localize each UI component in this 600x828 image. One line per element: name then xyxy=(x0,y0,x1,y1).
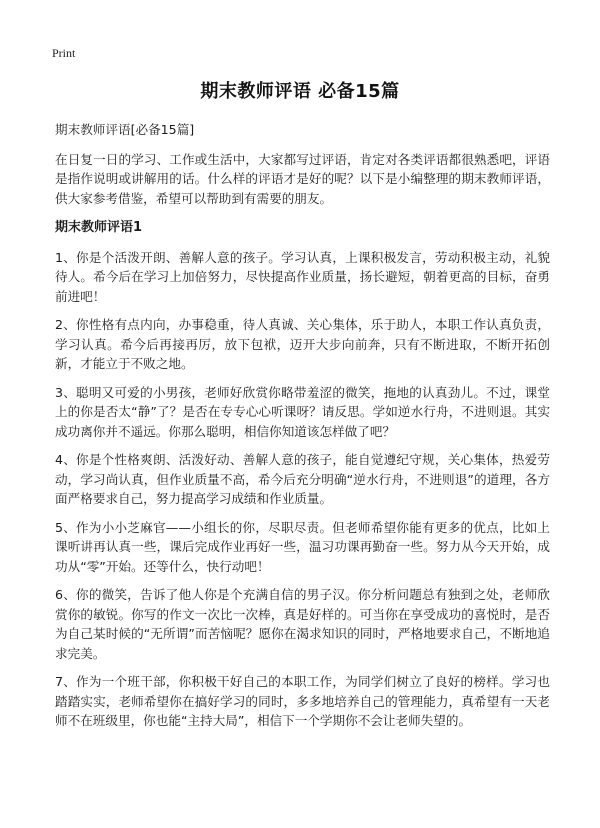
comment-item-3: 3、聪明又可爱的小男孩，老师好欣赏你略带羞涩的微笑，拖地的认真劲儿。不过，课堂上的你是否太“静”了？是否在专专心心听课呀？请反思。学如逆水行舟，不进则退。其实成功离你并不遥远。你那么聪明，相信你知道该怎样做了吧？ xyxy=(55,384,550,439)
comment-item-4: 4、你是个性格爽朗、活泼好动、善解人意的孩子，能自觉遵纪守规，关心集体，热爱劳动，学习尚认真，但作业质量不高，希今后充分明确“逆水行舟，不进则退”的道理，各方面严格要求自己，努力提高学习成绩和作业质量。 xyxy=(55,452,550,506)
comment-item-1: 1、你是个活泼开朗、善解人意的孩子。学习认真，上课积极发言，劳动积极主动，礼貌待人。希今后在学习上加倍努力，尽快提高作业质量，扬长避短，朝着更高的目标，奋勇前进吧！ xyxy=(55,249,550,304)
article-subtitle: 期末教师评语[必备15篇] xyxy=(55,122,195,137)
intro-paragraph: 在日复一日的学习、工作或生活中，大家都写过评语，肯定对各类评语都很熟悉吧，评语是指作说明或讲解用的话。什么样的评语才是好的呢？以下是小编整理的期末教师评语，供大家参考借鉴，希望可以帮助到有需要的朋友。 xyxy=(55,151,550,206)
article-body xyxy=(55,120,550,740)
section-heading: 期末教师评语1 xyxy=(55,220,143,235)
print-link[interactable]: Print xyxy=(52,46,76,60)
comment-item-6: 6、你的微笑，告诉了他人你是个充满自信的男子汉。你分析问题总有独到之处，老师欣赏你的敏锐。你写的作文一次比一次棒，真是好样的。可当你在享受成功的喜悦时，是否为自己某时候的“无所谓”而苦恼呢？愿你在渴求知识的同时，严格地要求自己，不断地追求完美。 xyxy=(55,587,550,661)
comment-item-5: 5、作为小小芝麻官——小组长的你，尽职尽责。但老师希望你能有更多的优点，比如上课听讲再认真一些，课后完成作业再好一些，温习功课再勤奋一些。努力从今天开始，成功从“零”开始。还等什么，快行动吧！ xyxy=(55,519,550,574)
comment-item-7: 7、作为一个班干部，你积极干好自己的本职工作，为同学们树立了良好的榜样。学习也踏踏实实，老师希望你在搞好学习的同时，多多地培养自己的管理能力，真希望有一天老师不在班级里，你也能“主持大局”，相信下一个学期你不会让老师失望的。 xyxy=(55,674,550,728)
comment-item-2: 2、你性格有点内向，办事稳重，待人真诚、关心集体，乐于助人，本职工作认真负责，学习认真。希今后再接再厉，放下包袱，迈开大步向前奔，只有不断进取，不断开拓创新，才能立于不败之地。 xyxy=(55,317,550,371)
page-title: 期末教师评语 必备15篇 xyxy=(200,81,400,102)
